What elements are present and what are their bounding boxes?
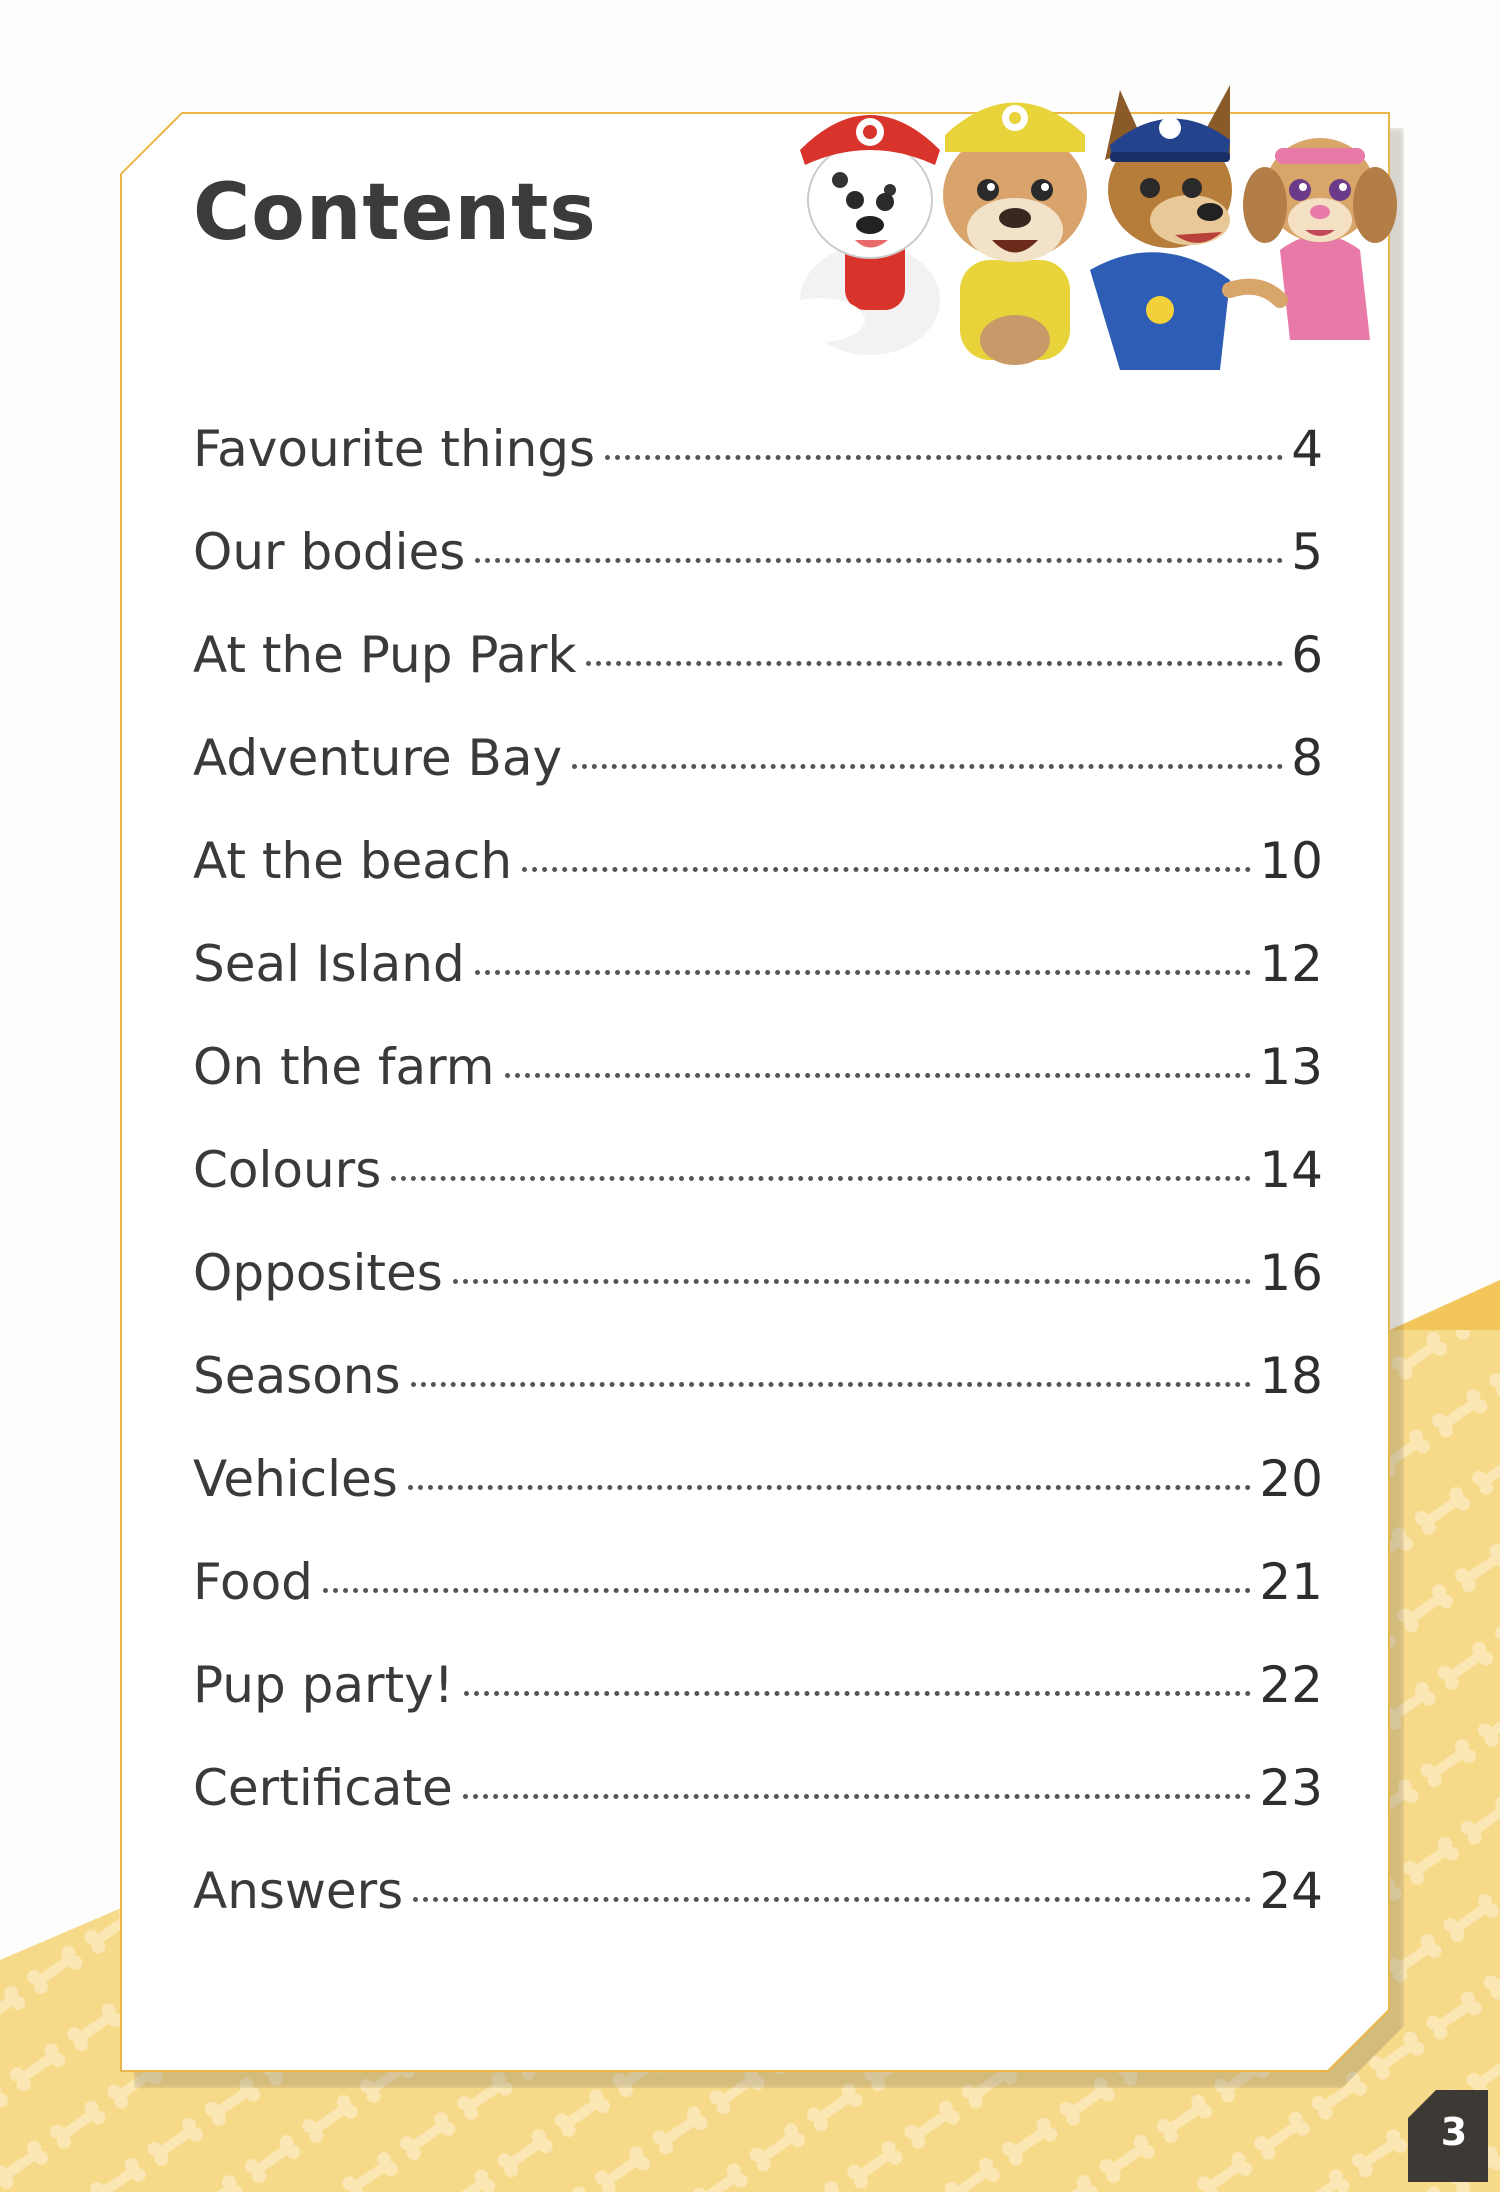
contents-entry[interactable] [193,935,1323,1038]
entry-page-number: 20 [1259,1450,1323,1508]
contents-entry[interactable] [193,1244,1323,1347]
contents-entry[interactable] [193,729,1323,832]
entry-label: Adventure Bay [193,729,563,787]
dot-leader [572,764,1283,769]
entry-page-number: 24 [1259,1862,1323,1920]
contents-entry[interactable] [193,1862,1323,1965]
entry-label: At the beach [193,832,513,890]
entry-label: Pup party! [193,1656,454,1714]
entry-page-number: 4 [1291,420,1323,478]
entry-label: Opposites [193,1244,443,1302]
entry-page-number: 22 [1259,1656,1323,1714]
entry-page-number: 10 [1259,832,1323,890]
entry-label: At the Pup Park [193,626,577,684]
entry-label: Food [193,1553,313,1611]
contents-entry[interactable] [193,420,1323,523]
entry-label: On the farm [193,1038,495,1096]
dalmatian-pup-icon [775,115,940,355]
entry-label: Certificate [193,1759,453,1817]
entry-label: Colours [193,1141,382,1199]
entry-page-number: 8 [1291,729,1323,787]
entry-page-number: 13 [1259,1038,1323,1096]
entry-page-number: 6 [1291,626,1323,684]
entry-label: Seal Island [193,935,465,993]
contents-entry[interactable] [193,1656,1323,1759]
dot-leader [605,455,1283,460]
dot-leader [464,1691,1252,1696]
dot-leader [413,1897,1251,1902]
entry-label: Favourite things [193,420,596,478]
bulldog-pup-icon [943,103,1087,366]
dot-leader [475,558,1283,563]
dot-leader [411,1382,1252,1387]
entry-page-number: 14 [1259,1141,1323,1199]
pups-illustration [760,40,1460,400]
entry-label: Vehicles [193,1450,398,1508]
dot-leader [323,1588,1251,1593]
contents-entry[interactable] [193,1347,1323,1450]
contents-entry[interactable] [193,1553,1323,1656]
contents-entry[interactable] [193,1759,1323,1862]
contents-entry[interactable] [193,1141,1323,1244]
contents-entry[interactable] [193,1450,1323,1553]
page-title: Contents [193,168,597,258]
dot-leader [391,1176,1251,1181]
dot-leader [505,1073,1252,1078]
contents-entry[interactable] [193,1038,1323,1141]
cockapoo-pup-icon [1230,138,1397,340]
dot-leader [453,1279,1252,1284]
contents-entry[interactable] [193,832,1323,935]
entry-page-number: 18 [1259,1347,1323,1405]
page-number: 3 [1440,2110,1468,2154]
shepherd-pup-icon [1090,85,1232,370]
entry-label: Seasons [193,1347,401,1405]
entry-page-number: 23 [1259,1759,1323,1817]
entry-label: Our bodies [193,523,466,581]
dot-leader [586,661,1283,666]
entry-page-number: 16 [1259,1244,1323,1302]
contents-entry[interactable] [193,523,1323,626]
entry-page-number: 12 [1259,935,1323,993]
dot-leader [408,1485,1252,1490]
dot-leader [522,867,1251,872]
entry-label: Answers [193,1862,404,1920]
dot-leader [475,970,1252,975]
dot-leader [463,1794,1252,1799]
contents-list [193,420,1323,1965]
entry-page-number: 21 [1259,1553,1323,1611]
contents-entry[interactable] [193,626,1323,729]
entry-page-number: 5 [1291,523,1323,581]
